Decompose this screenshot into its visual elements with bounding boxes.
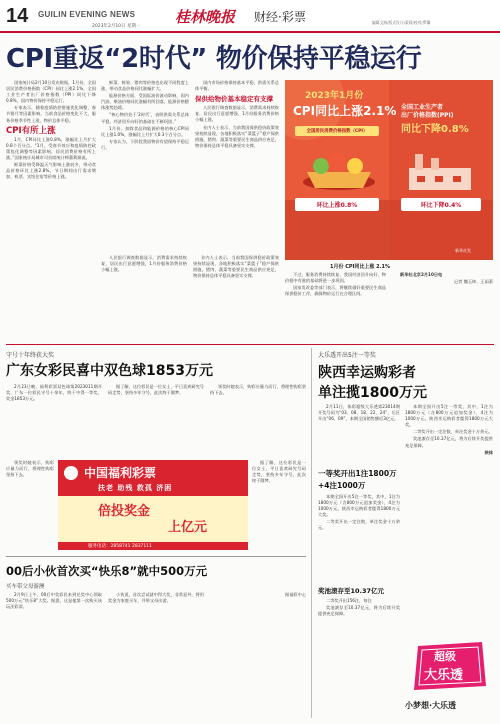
factory-illustration (405, 150, 475, 190)
lottery-left-body-cont (6, 460, 54, 550)
story2-divider (6, 556, 306, 557)
subhead-cpi: CPI有所上涨 (6, 125, 56, 136)
lottery-left-body-cont2 (252, 460, 306, 550)
paragraph: 人民银行调查数据显示，消费需求持续恢复，居民出行意愿增强，1月份服务消费价格小幅上涨。 (195, 105, 279, 123)
lottery-left-kicker: 守号十年终获大奖 (6, 352, 55, 359)
paragraph: 奖池滚存至10.37亿元，将为后续开奖提供充足保障。 (405, 436, 493, 448)
infographic-banner-title: 2023年1月份 (305, 91, 364, 101)
header-rule (0, 31, 500, 33)
infographic-banner-main: CPI同比上涨2.1% (293, 104, 397, 118)
lottery-right-award2: +4注1000万 (318, 481, 366, 490)
infographic-ppi-main: 同比下降0.8% (401, 124, 469, 135)
paragraph: 二等奖开出一定注数，单注奖金十万余元。 (413, 429, 493, 435)
paragraph: 奖池滚存至10.37亿元，将为后续开奖提供充足保障。 (318, 605, 400, 617)
lottery-left-body (6, 384, 306, 459)
ad-slogan: 扶老 助残 救孤 济困 (98, 484, 173, 492)
paragraph: 据了解，这位彩民是一位女士，平日喜欢研究号码走势，坚持多年守号，此次终于圆梦。 (252, 460, 306, 484)
paragraph: 国内市场价格保持基本平稳，供需关系总体平衡。 (195, 80, 279, 92)
infographic-credit: 新华社发 (455, 248, 471, 253)
lottery-right-kicker: 大乐透开出5注一等奖 (318, 352, 376, 359)
infographic-ppi-title1: 全国工业生产者 (401, 104, 444, 111)
lottery-right-headline1: 陕西幸运购彩者 (318, 365, 416, 381)
paragraph: 鲜菜价格受降温天气影响上涨较多，带动食品价格环比上涨2.8%。节日期间出行需求增加，机票、宾馆住宿等价格上涨。 (6, 162, 96, 180)
super-lotto-logo (410, 640, 490, 696)
paragraph: 不过，服务消费持续恢复，我国经济回升向好，物价稳中有涨的基础将进一步巩固。 (285, 272, 386, 284)
super-lotto-line1: 超级 (434, 650, 456, 663)
section-title: 财经·彩票 (254, 10, 306, 24)
lottery-right-body (318, 404, 400, 464)
lottery-right-body3 (318, 598, 400, 718)
page-number: 14 (6, 5, 29, 27)
newspaper-logo: 桂林晚报 (175, 8, 236, 26)
ad-amount: 上亿元 (168, 520, 208, 535)
infographic-caption: 1月份 CPI同比上涨 2.1% (330, 264, 391, 270)
super-lotto-line2: 大乐透 (424, 668, 464, 683)
paragraph: 鲜菜、鲜果、猪肉等价格也出现不同程度上涨，带动食品价格同比涨幅扩大。 (101, 80, 189, 92)
subhead-supply: 保供给物价基本稳定有支撑 (195, 95, 273, 104)
paragraph: 领奖时她表示，购彩应量力而行，将理性购彩坚持下去。 (210, 384, 306, 396)
paragraph: 1月份，扣除食品和能源价格的核心CPI同比上涨1.0%，涨幅比上月扩大0.3个百分点。 (101, 125, 189, 137)
story2-kicker: 买车带父母游澳 (6, 584, 45, 590)
paragraph: 据了解，这位彩民是一位女士，平日喜欢研究号码走势，坚持多年守号，此次终于圆梦。 (108, 384, 204, 396)
lottery-right-col2 (405, 404, 493, 644)
section-divider (6, 344, 494, 345)
paragraph: 专家表示，随着疫情防控措施优化调整，春节错月等因素影响，当前食品价格变化不大，服务价格季节性上涨，物价总体平稳。 (6, 105, 96, 123)
ad-game: 倍投奖金 (98, 504, 151, 519)
paragraph: 业内人士表示，当前我国保供稳价政策效果持续显现，各地积极落实“菜篮子”稳产保供措施，猪肉、蔬菜等重要民生商品供应充足，物价保持总体平稳具备坚实支撑。 (195, 124, 279, 148)
byline: 新华社北京2月10日电 (400, 272, 443, 277)
byline: 陕体 (484, 449, 493, 455)
paragraph: 2月11日，体彩超级大乐透第23014期开奖号码为“03、08、18、22、24”，后区开出“06、09”，本期全国销售额近3亿元。 (318, 404, 400, 422)
lottery-right-award1: 一等奖开出1注1800万 (318, 469, 397, 478)
paper-name: GUILIN EVENING NEWS (38, 10, 136, 19)
column-divider (311, 348, 312, 718)
ad-phone: 服务电话：2858741 2837111 (88, 544, 153, 549)
paragraph: 人民银行调查数据显示，消费需求持续恢复，居民出行意愿增强，1月份服务消费价格小幅上涨。 (101, 255, 187, 273)
ad-panel (58, 496, 248, 542)
paragraph: 1月，CPI环比上涨0.8%，涨幅比上月扩大0.8个百分点。“1月，受春节效应和疫情防控政策优化调整等因素影响，居民消费价格有所上涨。”国家统计局城市司首席统计师董莉娟说。 (6, 136, 96, 161)
paragraph: 国家发改委等部门表示，将继续做好重要民生商品保供稳价工作，确保物价运行在合理区间。 (285, 285, 386, 297)
welfare-lottery-ad (58, 460, 248, 550)
author: 记者 魏玉坤、王雨萧 (453, 279, 493, 285)
lottery-left-headline: 广东女彩民喜中双色球1853万元 (6, 363, 213, 379)
header-date: 2023年2月10日 星期一 (92, 24, 141, 29)
top-story-col3 (195, 80, 279, 250)
story2-body (6, 592, 306, 718)
paragraph: 能源价格方面，受国际油价波动影响，国内汽油、柴油价格同比涨幅有所回落，能源价格整体涨势趋缓。 (101, 93, 189, 111)
infographic-mom-cpi: 环比上涨0.8% (295, 198, 379, 211)
infographic-ppi-mom: 环比下降0.4% (401, 198, 481, 211)
ad-title: 中国福利彩票 (84, 466, 157, 480)
ad-logo-icon (64, 466, 78, 480)
infographic-cpi-label: 全国居民消费价格指数（CPI） (295, 126, 379, 136)
paragraph: 国家统计局2月10日发布数据，1月份，全国居民消费价格指数（CPI）同比上涨2.1%，全国工业生产者出厂价格指数（PPI）同比下降0.8%，国内物价保持平稳运行。 (6, 80, 96, 104)
infographic-ppi-title2: 出厂价格指数(PPI) (401, 112, 454, 119)
page-header (0, 0, 500, 32)
paragraph: 二等奖开出156注，每注 (326, 598, 372, 603)
paragraph: 专家认为，下阶段我国物价有望保持平稳运行。 (101, 138, 189, 150)
paragraph: 2月23日晚，福利彩票双色球第2023011期开奖，广东一位彩民守号十余年，终于中得一等奖，奖金1853万元。 (6, 384, 102, 402)
paragraph: 领奖时她表示，购彩应量力而行，将理性购彩坚持下去。 (6, 460, 54, 478)
paragraph: 2月9日上午，00后中奖彩民来到兑奖中心领取500万元“快乐8”大奖。据悉，这是他第一次购买该玩法彩票。 (6, 592, 102, 610)
byline: 据福彩中心 (285, 592, 306, 597)
top-story-col5 (101, 255, 279, 340)
paragraph: 二等奖开出一定注数，单注奖金十万余元。 (318, 519, 400, 531)
super-lotto-tagline: 小梦想·大乐透 (405, 701, 457, 710)
paragraph: 业内人士表示，当前我国保供稳价政策效果持续显现，各地积极落实“菜篮子”稳产保供措施，猪肉、蔬菜等重要民生商品供应充足，物价保持总体平稳具备坚实支撑。 (193, 255, 279, 279)
basket-illustration (299, 142, 379, 192)
top-story-col4 (285, 272, 493, 340)
top-story-headline: CPI重返“2时代” 物价保持平稳运行 (6, 44, 422, 74)
editor-line: 编辑文海/版式设计/蒙莉/校对/罗馨 (372, 20, 431, 25)
cpi-infographic (285, 80, 493, 260)
paragraph: “核心物价处于‘2时代’，表明供需关系总体平稳，经济回升向好的基础在不断巩固。” (101, 112, 189, 124)
paragraph: 小伙说，首次尝试就中得大奖，非常意外，将用奖金为家庭买车，并带父母出游。 (108, 592, 204, 604)
lottery-right-subhead: 奖池滚存至10.37亿元 (318, 587, 385, 595)
story2-headline: 00后小伙首次买“快乐8”就中500万元 (6, 564, 208, 578)
lottery-right-headline2: 单注揽1800万元 (318, 385, 427, 401)
top-story-col2 (101, 80, 189, 250)
paragraph: 本期全国开出5注一等奖，其中，1注为1800万元（含800万元追加奖金），4注为1000万元。陕西幸运购彩者揽得1800万元大奖。 (405, 404, 493, 428)
top-story-col1 (6, 80, 96, 330)
lottery-right-body2 (318, 494, 400, 584)
paragraph: 本期全国开出5注一等奖，其中，1注为1800万元（含800万元追加奖金），4注为1000万元。陕西幸运购彩者揽得1800万元大奖。 (318, 494, 400, 518)
